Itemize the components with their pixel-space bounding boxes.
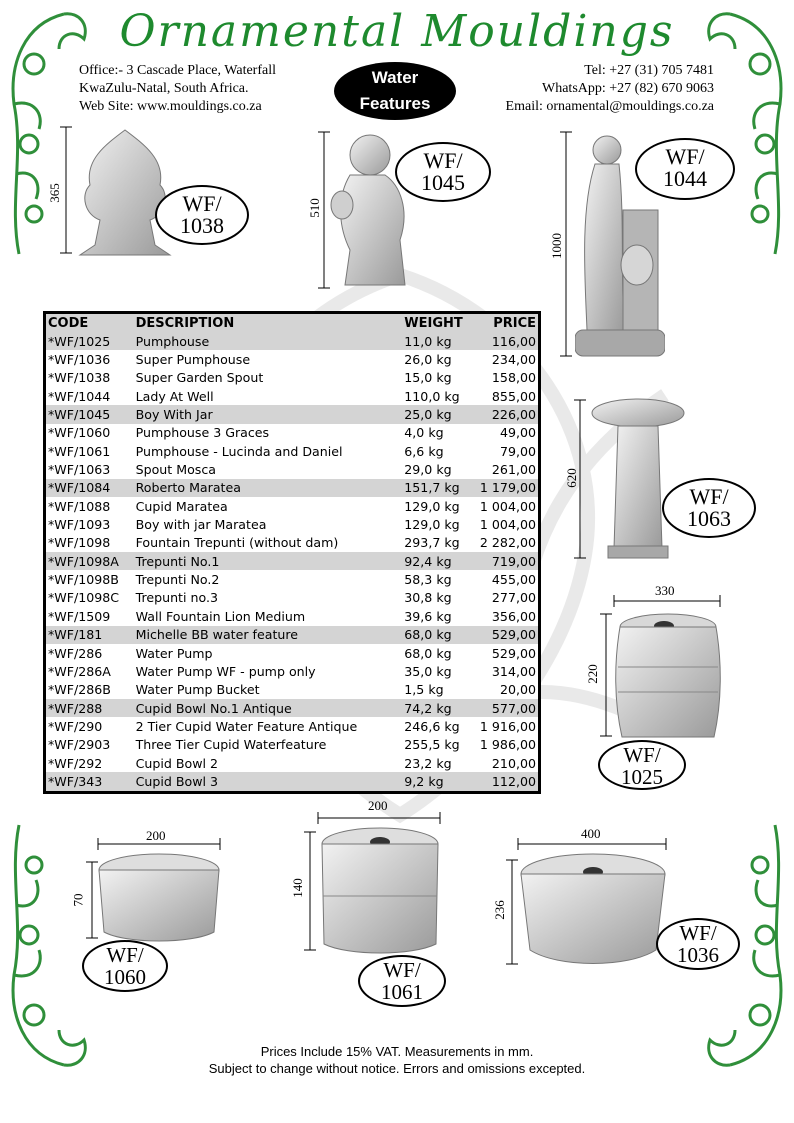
table-row — [45, 534, 540, 552]
cell-weight: 129,0 kg — [404, 517, 460, 533]
cell-weight: 1,5 kg — [404, 682, 444, 698]
cell-code: *WF/1098C — [48, 590, 120, 606]
table-row — [45, 717, 540, 735]
table-row — [45, 736, 540, 754]
cell-weight: 30,8 kg — [404, 590, 452, 606]
cell-code: *WF/1063 — [48, 462, 111, 478]
cell-weight: 151,7 kg — [402, 479, 478, 497]
dimension-label-wf1063: 620 — [563, 468, 579, 488]
table-row — [45, 699, 540, 717]
dimension-label-wf1045: 510 — [306, 198, 322, 218]
cell-code: *WF/1098A — [45, 552, 134, 570]
cell-weight: 23,2 kg — [404, 755, 452, 771]
cell-code: *WF/286A — [48, 663, 111, 679]
cell-weight: 246,6 kg — [404, 718, 460, 734]
telephone-text: Tel: +27 (31) 705 7481 — [584, 63, 714, 78]
cell-description: Cupid Maratea — [135, 498, 228, 514]
cell-price: 529,00 — [478, 626, 540, 644]
product-label-wf1061: WF/ 1061 — [358, 955, 446, 1007]
cell-code: *WF/1084 — [45, 479, 134, 497]
address-line-2: KwaZulu-Natal, South Africa. — [79, 81, 249, 96]
category-badge — [334, 62, 456, 120]
cell-description: Trepunti No.1 — [134, 552, 403, 570]
company-title: Ornamental Mouldings — [119, 6, 675, 57]
cell-price: 1 986,00 — [479, 737, 536, 753]
cell-code: *WF/343 — [45, 772, 134, 792]
cell-price: 1 004,00 — [479, 498, 536, 514]
cell-description: Spout Mosca — [135, 462, 216, 478]
dimension-line-wf1061-height — [304, 830, 316, 952]
cell-price: 158,00 — [491, 370, 536, 386]
product-image-wf1061 — [318, 826, 442, 956]
dimension-width-wf1060: 200 — [146, 828, 166, 843]
cell-code: *WF/1045 — [45, 405, 134, 423]
cell-code: *WF/1088 — [48, 498, 111, 514]
cell-description: Trepunti no.3 — [135, 590, 218, 606]
contact-block — [506, 62, 714, 116]
cell-description: Boy With Jar — [134, 405, 403, 423]
dimension-line-wf1060-height — [86, 860, 98, 940]
dimension-line-wf1036-height — [506, 858, 518, 966]
column-header-description: DESCRIPTION — [134, 313, 403, 333]
cell-description: Water Pump Bucket — [135, 682, 260, 698]
dimension-label-wf1044: 1000 — [549, 233, 564, 259]
cell-price: 116,00 — [478, 332, 540, 350]
cell-weight: 92,4 kg — [402, 552, 478, 570]
product-image-wf1036 — [518, 850, 668, 968]
cell-weight: 11,0 kg — [402, 332, 478, 350]
email-text[interactable]: Email: ornamental@mouldings.co.za — [505, 99, 714, 114]
address-line-1: Office:- 3 Cascade Place, Waterfall — [79, 63, 276, 78]
cell-code: *WF/292 — [48, 755, 103, 771]
cell-code: *WF/1060 — [48, 425, 111, 441]
dimension-height-wf1060: 70 — [70, 893, 86, 907]
cell-description: Three Tier Cupid Waterfeature — [135, 737, 327, 753]
cell-description: Cupid Bowl No.1 Antique — [134, 699, 403, 717]
cell-weight: 9,2 kg — [402, 772, 478, 792]
cell-weight: 4,0 kg — [404, 425, 444, 441]
cell-weight: 25,0 kg — [402, 405, 478, 423]
badge-line-1: Water — [371, 68, 419, 87]
cell-weight: 68,0 kg — [404, 645, 452, 661]
dimension-line-wf1025-height — [600, 612, 612, 738]
address-block — [79, 62, 276, 116]
cell-price: 855,00 — [491, 388, 536, 404]
cell-price: 314,00 — [491, 663, 536, 679]
table-row — [45, 515, 540, 533]
cell-weight: 68,0 kg — [402, 626, 478, 644]
cell-weight: 110,0 kg — [404, 388, 460, 404]
price-table — [43, 311, 541, 794]
price-table-body — [45, 332, 540, 792]
table-row — [45, 626, 540, 644]
product-label-wf1060: WF/ 1060 — [82, 940, 168, 992]
product-image-wf1060 — [96, 852, 222, 944]
cell-weight: 74,2 kg — [402, 699, 478, 717]
table-row — [45, 772, 540, 792]
cell-description: Lady At Well — [135, 388, 214, 404]
table-row — [45, 607, 540, 625]
dimension-height-wf1061: 140 — [289, 878, 305, 898]
whatsapp-text: WhatsApp: +27 (82) 670 9063 — [542, 81, 714, 96]
cell-weight: 58,3 kg — [404, 572, 452, 588]
badge-line-2: Features — [359, 94, 431, 113]
cell-description: Fountain Trepunti (without dam) — [135, 535, 339, 551]
cell-code: *WF/286B — [48, 682, 111, 698]
cell-price: 261,00 — [491, 462, 536, 478]
cell-price: 277,00 — [491, 590, 536, 606]
cell-code: *WF/1038 — [48, 370, 111, 386]
table-row — [45, 405, 540, 423]
table-row — [45, 387, 540, 405]
dimension-width-wf1036: 400 — [581, 826, 601, 841]
column-header-code: CODE — [45, 313, 134, 333]
cell-price: 226,00 — [478, 405, 540, 423]
cell-code: *WF/1036 — [48, 352, 111, 368]
cell-code: *WF/1093 — [48, 517, 111, 533]
product-label-wf1044: WF/ 1044 — [635, 138, 735, 200]
footer-line-1: Prices Include 15% VAT. Measurements in mm. — [260, 1044, 534, 1059]
cell-description: Water Pump WF - pump only — [135, 663, 316, 679]
table-row — [45, 442, 540, 460]
cell-price: 79,00 — [499, 443, 536, 459]
cell-code: *WF/2903 — [48, 737, 111, 753]
table-row — [45, 644, 540, 662]
cell-price: 234,00 — [491, 352, 536, 368]
table-row — [45, 369, 540, 387]
cell-description: Cupid Bowl 3 — [134, 772, 403, 792]
cell-price: 49,00 — [499, 425, 536, 441]
table-row — [45, 460, 540, 478]
cell-weight: 26,0 kg — [404, 352, 452, 368]
cell-code: *WF/1044 — [48, 388, 111, 404]
cell-weight: 293,7 kg — [404, 535, 460, 551]
cell-weight: 15,0 kg — [404, 370, 452, 386]
cell-weight: 29,0 kg — [404, 462, 452, 478]
cell-price: 719,00 — [478, 552, 540, 570]
cell-price: 577,00 — [478, 699, 540, 717]
product-label-wf1045: WF/ 1045 — [395, 142, 491, 202]
dimension-height-wf1025: 220 — [584, 664, 600, 684]
cell-code: *WF/286 — [48, 645, 103, 661]
table-row — [45, 681, 540, 699]
cell-price: 2 282,00 — [479, 535, 536, 551]
cell-weight: 255,5 kg — [404, 737, 460, 753]
product-label-wf1038: WF/ 1038 — [155, 185, 249, 245]
product-label-wf1036: WF/ 1036 — [656, 918, 740, 970]
cell-description: Pumphouse 3 Graces — [135, 425, 270, 441]
website-text[interactable]: Web Site: www.mouldings.co.za — [79, 99, 262, 114]
table-row — [45, 479, 540, 497]
table-row — [45, 754, 540, 772]
column-header-weight: WEIGHT — [402, 313, 478, 333]
dimension-width-wf1061: 200 — [368, 798, 388, 813]
product-image-wf1025 — [614, 612, 722, 747]
cell-code: *WF/1061 — [48, 443, 111, 459]
table-header-row — [45, 313, 540, 333]
product-label-wf1025: WF/ 1025 — [598, 740, 686, 790]
dimension-height-wf1036: 236 — [491, 900, 507, 920]
column-header-price: PRICE — [478, 313, 540, 333]
cell-price: 356,00 — [491, 608, 536, 624]
cell-description: Super Garden Spout — [135, 370, 264, 386]
cell-weight: 35,0 kg — [404, 663, 452, 679]
cell-description: Water Pump — [135, 645, 213, 661]
cell-code: *WF/290 — [48, 718, 103, 734]
cell-weight: 6,6 kg — [404, 443, 444, 459]
cell-description: Pumphouse - Lucinda and Daniel — [135, 443, 343, 459]
product-label-wf1063: WF/ 1063 — [662, 478, 756, 538]
cell-code: *WF/1509 — [48, 608, 111, 624]
cell-price: 1 004,00 — [479, 517, 536, 533]
table-row — [45, 552, 540, 570]
cell-price: 112,00 — [478, 772, 540, 792]
table-row — [45, 497, 540, 515]
cell-description: Roberto Maratea — [134, 479, 403, 497]
cell-price: 20,00 — [499, 682, 536, 698]
cell-description: Pumphouse — [134, 332, 403, 350]
table-row — [45, 589, 540, 607]
cell-description: Boy with jar Maratea — [135, 517, 267, 533]
cell-code: *WF/1025 — [45, 332, 134, 350]
dimension-label-wf1038: 365 — [46, 183, 62, 203]
cell-price: 455,00 — [491, 572, 536, 588]
table-row — [45, 662, 540, 680]
footer-notes — [0, 1043, 794, 1077]
footer-line-2: Subject to change without notice. Errors and omissions excepted. — [208, 1061, 586, 1076]
cell-price: 529,00 — [491, 645, 536, 661]
cell-code: *WF/288 — [45, 699, 134, 717]
cell-description: 2 Tier Cupid Water Feature Antique — [135, 718, 358, 734]
cell-description: Super Pumphouse — [135, 352, 251, 368]
cell-code: *WF/1098 — [48, 535, 111, 551]
cell-price: 1 916,00 — [479, 718, 536, 734]
product-image-wf1063 — [590, 398, 686, 560]
cell-description: Cupid Bowl 2 — [135, 755, 219, 771]
cell-description: Wall Fountain Lion Medium — [135, 608, 306, 624]
cell-price: 1 179,00 — [478, 479, 540, 497]
cell-code: *WF/181 — [45, 626, 134, 644]
dimension-width-wf1025: 330 — [655, 583, 675, 598]
cell-code: *WF/1098B — [48, 572, 119, 588]
cell-price: 210,00 — [491, 755, 536, 771]
cell-weight: 129,0 kg — [404, 498, 460, 514]
table-row — [45, 424, 540, 442]
table-row — [45, 570, 540, 588]
table-row — [45, 350, 540, 368]
cell-weight: 39,6 kg — [404, 608, 452, 624]
cell-description: Michelle BB water feature — [134, 626, 403, 644]
table-row — [45, 332, 540, 350]
cell-description: Trepunti No.2 — [135, 572, 220, 588]
